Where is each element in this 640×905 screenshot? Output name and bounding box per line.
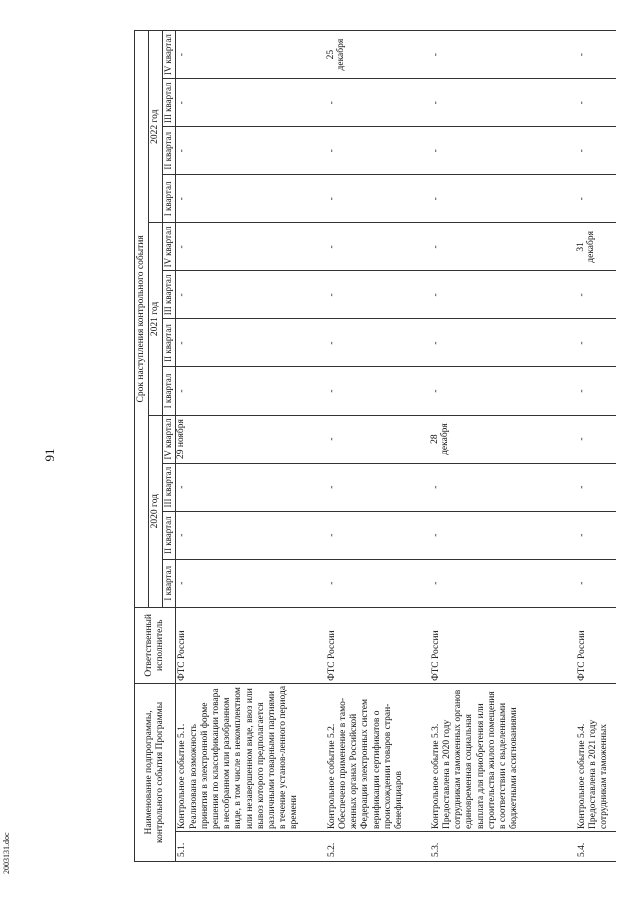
quarter-cell: -: [326, 271, 430, 319]
header-deadline: Срок наступления контрольного события: [135, 31, 149, 608]
quarter-cell: -: [576, 559, 616, 607]
row-event-name: Контрольное событие 5.3. Предоставлена в 2020 году сотрудникам таможенных органов единовременная социальная выплата для приобретения или строительства жилого помещения в соответствии с выделенными бюджетными ассигнованиями: [430, 683, 576, 831]
row-event-name: Контрольное событие 5.2. Обеспечено применение в тамо-женных органах Российской Федерации электронных систем верификации сертификатов о происхождении товаров стран-бенефициаров: [326, 683, 430, 831]
quarter-cell: -: [430, 367, 576, 415]
quarter-cell: -: [326, 319, 430, 367]
table-header: [135, 31, 176, 862]
quarter-cell: -: [430, 511, 576, 559]
header-quarter: IV квартал: [163, 223, 176, 271]
table-body: [176, 31, 616, 862]
table-row: [176, 31, 326, 862]
row-responsible: ФТС России: [326, 607, 430, 683]
quarter-cell: -: [176, 79, 326, 127]
row-event-name: Контрольное событие 5.1. Реализована возможность принятия в электронной форме решения по классификации товара в несобранном или разобранном виде, в том числе в некомплектном или незавершенном виде, ввоз или вывоз которого предполагается различными товарными партиями в течение установ-ленного периода времени: [176, 683, 326, 831]
rotated-table-block: [134, 30, 640, 862]
quarter-cell: -: [176, 463, 326, 511]
quarter-cell: -: [176, 271, 326, 319]
quarter-cell: -: [576, 31, 616, 79]
quarter-cell: -: [326, 79, 430, 127]
header-quarter: III квартал: [163, 271, 176, 319]
row-number: 5.2.: [326, 831, 430, 861]
row-event-name: Контрольное событие 5.4. Предоставлена в 2021 году сотрудникам таможенных: [576, 683, 616, 831]
quarter-cell: -: [576, 367, 616, 415]
quarter-cell: -: [576, 271, 616, 319]
header-year: 2022 год: [149, 31, 163, 223]
quarter-cell: -: [576, 511, 616, 559]
row-number: 5.3.: [430, 831, 576, 861]
quarter-cell: -: [430, 463, 576, 511]
row-responsible: ФТС России: [430, 607, 576, 683]
quarter-cell: -: [576, 415, 616, 463]
quarter-cell: -: [430, 79, 576, 127]
quarter-cell: -: [576, 175, 616, 223]
quarter-cell: -: [176, 127, 326, 175]
header-quarter: I квартал: [163, 175, 176, 223]
quarter-cell: -: [430, 559, 576, 607]
quarter-cell: -: [576, 79, 616, 127]
quarter-cell: -: [176, 559, 326, 607]
header-name-column: Наименование подпрограммы, контрольного события Программы: [135, 683, 176, 861]
quarter-cell: -: [326, 463, 430, 511]
document-filename: 2003131.doc: [2, 832, 11, 874]
quarter-cell: -: [430, 223, 576, 271]
table-row: [326, 31, 430, 862]
control-events-table: [134, 30, 616, 862]
quarter-cell: -: [176, 223, 326, 271]
quarter-cell: 25 декабря: [326, 31, 430, 79]
header-responsible-column: Ответственный исполнитель: [135, 607, 176, 683]
quarter-cell: -: [176, 31, 326, 79]
quarter-cell: -: [576, 319, 616, 367]
row-responsible: ФТС России: [576, 607, 616, 683]
header-year: 2021 год: [149, 223, 163, 415]
row-responsible: ФТС России: [176, 607, 326, 683]
quarter-cell: -: [326, 511, 430, 559]
header-quarter: IV квартал: [163, 31, 176, 79]
page-number: 91: [42, 448, 57, 462]
table-row: [576, 31, 616, 862]
quarter-cell: -: [176, 367, 326, 415]
quarter-cell: -: [326, 223, 430, 271]
quarter-cell: 31 декабря: [576, 223, 616, 271]
row-number: 5.4.: [576, 831, 616, 861]
quarter-cell: -: [176, 511, 326, 559]
quarter-cell: -: [430, 31, 576, 79]
header-quarter: I квартал: [163, 559, 176, 607]
quarter-cell: 29 ноября: [176, 415, 326, 463]
quarter-cell: -: [576, 463, 616, 511]
header-quarter: III квартал: [163, 463, 176, 511]
quarter-cell: -: [430, 127, 576, 175]
header-year: 2020 год: [149, 415, 163, 607]
quarter-cell: -: [326, 175, 430, 223]
row-number: 5.1.: [176, 831, 326, 861]
quarter-cell: -: [326, 127, 430, 175]
quarter-cell: -: [326, 367, 430, 415]
quarter-cell: -: [576, 127, 616, 175]
header-quarter: IV квартал: [163, 415, 176, 463]
table-row: [430, 31, 576, 862]
header-quarter: III квартал: [163, 79, 176, 127]
quarter-cell: -: [176, 175, 326, 223]
quarter-cell: -: [326, 559, 430, 607]
header-quarter: II квартал: [163, 319, 176, 367]
header-quarter: II квартал: [163, 127, 176, 175]
quarter-cell: 28 декабря: [430, 415, 576, 463]
quarter-cell: -: [430, 271, 576, 319]
header-quarter: I квартал: [163, 367, 176, 415]
header-quarter: II квартал: [163, 511, 176, 559]
quarter-cell: -: [326, 415, 430, 463]
quarter-cell: -: [430, 175, 576, 223]
quarter-cell: -: [430, 319, 576, 367]
quarter-cell: -: [176, 319, 326, 367]
